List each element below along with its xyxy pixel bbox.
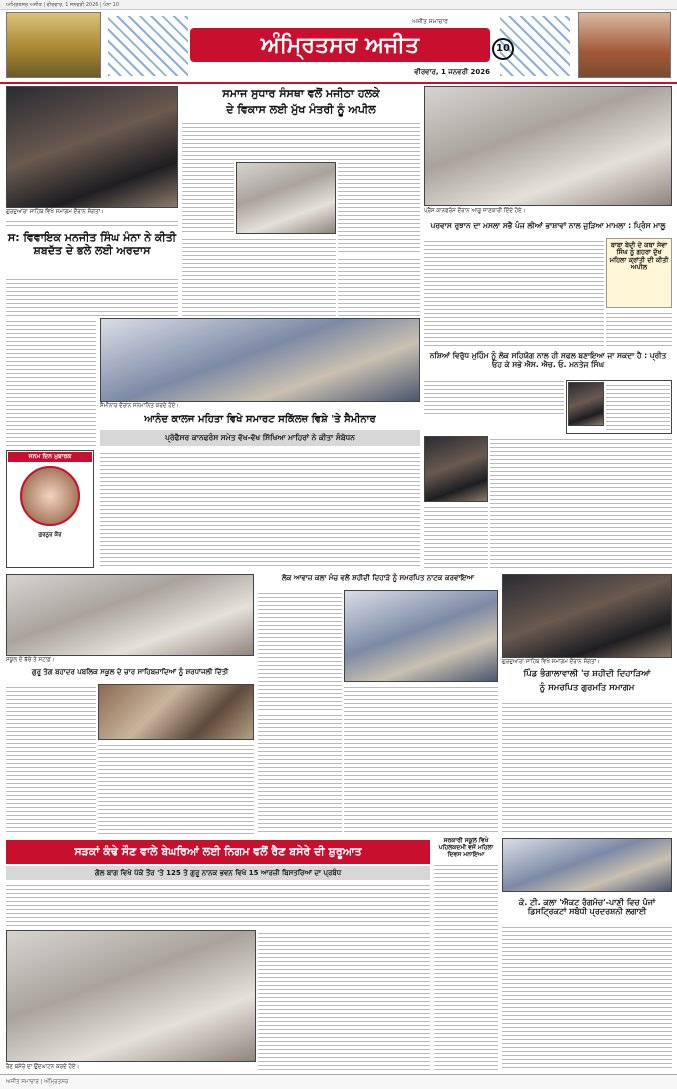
pind-headline-2: ਨੂੰ ਸਮਰਪਿਤ ਗੁਰਮਤਿ ਸਮਾਗਮ xyxy=(539,683,635,693)
golden-temple-image xyxy=(6,12,101,78)
nashian-text-3 xyxy=(424,504,488,568)
natak-photo xyxy=(344,590,498,682)
birthday-name: ਗੁਰਨੂਰ ਕੌਰ xyxy=(38,532,62,538)
page-number: 10 xyxy=(492,38,514,60)
pattern-left xyxy=(108,16,188,76)
top-strip: ਅਮ੍ਰਿਤਸਰ ਅਜੀਤ | ਵੀਰਵਾਰ, 1 ਜਨਵਰੀ 2026 | ਪੰਨਾ 10 xyxy=(0,0,677,10)
shoo-photo xyxy=(568,382,604,426)
seminar-headline: ਆਨੰਦ ਕਾਲਜ ਮਹਿਤਾ ਵਿਖੇ ਸਮਾਰਟ ਸਕਿੱਲਜ਼ ਵਿਸ਼ੇ 'ਤੇ ਸੈਮੀਨਾਰ xyxy=(144,414,376,425)
jodhan-text xyxy=(502,924,672,1070)
heritage-building-image xyxy=(578,12,671,78)
parvasi-text-2 xyxy=(606,310,672,348)
caption-2: ਪ੍ਰੈਸ ਕਾਨਫਰੰਸ ਦੌਰਾਨ ਆਗੂ ਜਾਣਕਾਰੀ ਦਿੰਦੇ ਹੋਏ। xyxy=(424,208,526,214)
seminar-text xyxy=(100,450,420,568)
ran-basera-text-2 xyxy=(258,930,430,1070)
caption-4: ਸਕੂਲ ਦੇ ਬੱਚੇ ਤੇ ਸਟਾਫ਼। xyxy=(6,657,55,663)
masthead-date: ਵੀਰਵਾਰ, 1 ਜਨਵਰੀ 2026 xyxy=(414,68,490,76)
gurdwara-photo xyxy=(6,86,178,208)
nashian-text xyxy=(424,378,564,416)
manjit-headline: ਸ: ਵਿਵਾਇਕ ਮਨਜੀਤ ਸਿੰਘ ਮੰਨਾ ਨੇ ਕੀਤੀ ਸ਼ਬਦੱਤ ਦੇ ਭਲੇ ਲਈ ਅਰਦਾਸ xyxy=(7,231,177,257)
press-conference-photo xyxy=(424,86,672,206)
ran-basera-sub: ਗੋਲ ਬਾਗ ਵਿਖੇ ਪੱਕੇ ਤੌਰ 'ਤੇ 125 ਤੇ ਗੁਰੂ ਨਾਨਕ ਭਵਨ ਵਿਖੇ 15 ਆਰਜ਼ੀ ਬਿਸਤਰਿਆਂ ਦਾ ਪ੍ਰਬੰਧ xyxy=(6,866,430,880)
jodhan-photo xyxy=(502,838,672,892)
parvasi-headline: ਪਰਵਾਸ ਰੁਝਾਨ ਦਾ ਮਸਲਾ ਸਭੈ ਪੰਜ ਲੀਆਂ ਭਾਸ਼ਾਵਾਂ ਨਾਲ ਜੁੜਿਆ ਮਾਮਲਾ : ਪ੍ਰਿੰਸ ਮਾਲੂ xyxy=(430,221,666,230)
footer: ਅਜੀਤ ਸਮਾਚਾਰ | ਅੰਮ੍ਰਿਤਸਰ xyxy=(0,1074,677,1089)
caption-3: ਸੈਮੀਨਾਰ ਦੌਰਾਨ ਸਨਮਾਨਿਤ ਕਰਦੇ ਹੋਏ। xyxy=(100,403,179,409)
ran-basera-photo xyxy=(6,930,256,1062)
parvasi-text xyxy=(424,238,604,348)
manjit-text xyxy=(6,276,178,316)
majitha-text-left xyxy=(182,160,234,235)
caption-5: ਰੈਣ ਬਸੇਰੇ ਦਾ ਉਦਘਾਟਨ ਕਰਦੇ ਹੋਏ। xyxy=(6,1064,80,1070)
majitha-text xyxy=(182,120,420,160)
pind-headline-1: ਪਿੰਡ ਭੰਗਾਲਾਵਾਲੀ 'ਚ ਸ਼ਹੀਦੀ ਦਿਹਾੜਿਆਂ xyxy=(523,669,651,679)
lok-text xyxy=(258,590,342,710)
masthead-title: ਅੰਮ੍ਰਿਤਸਰ ਅਜੀਤ xyxy=(260,32,420,58)
school-photo xyxy=(6,574,254,656)
nashian-headline: ਨਸ਼ਿਆਂ ਵਿਰੁੱਧ ਮੁਹਿੰਮ ਨੂੰ ਲੋਕ ਸਹਿਯੋਗ ਨਾਲ ਹੀ ਸਫਲ ਬਣਾਇਆ ਜਾ ਸਕਦਾ ਹੈ : ਪ੍ਰੀਤ ਓਹ ਕੇ ਸਭੇ ਐਸ. ਐਚ. ਓ. ਮਨਤੇਜ ਸਿੰਘ xyxy=(429,351,667,369)
lok-headline: ਲੋਕ ਆਵਾਜ਼ ਕਲਾ ਮੰਚ ਵਲੋਂ ਸ਼ਹੀਦੀ ਦਿਹਾੜੇ ਨੂੰ ਸਮਰਪਿਤ ਨਾਟਕ ਕਰਵਾਇਆ xyxy=(281,574,475,582)
lok-text-2 xyxy=(344,684,498,834)
nashian-box-text xyxy=(606,382,670,430)
officer-photo xyxy=(424,436,488,502)
ran-basera-text xyxy=(6,882,430,928)
jodhan-headline: ਕੇ. ਟੀ. ਕਲਾ 'ਐਕਟ ਰੰਗਮੰਚ'-ਪਾਣੀ ਵਿਚ ਪੰਜਾਂ ਡਿਸਟ੍ਰਿਕਟਾਂ ਸਬੰਧੀ ਪ੍ਰਦਰਸ਼ਨੀ ਲਗਾਈ xyxy=(518,898,656,917)
majitha-text-bottom2 xyxy=(338,256,420,316)
lok-text-3 xyxy=(258,712,342,834)
pind-text xyxy=(502,700,672,834)
guru-teg-text xyxy=(6,684,96,834)
guru-teg-text-2 xyxy=(98,742,254,834)
small-note: ਅਜੀਤ ਸਮਾਚਾਰ xyxy=(412,18,448,25)
baba-headline: ਬਾਬਾ ਬੇਦੀ ਦੇ ਕਥਾ ਸੇਵਾ ਸਿੰਘ ਨੂੰ ਗਹਰਾ ਦੁੱਖ ਮਹਿਲਾ ਕ੍ਰਾਂਤੀ ਦੀ ਕੀਤੀ ਅਪੀਲ xyxy=(609,241,669,272)
birthday-label: ਜਨਮ ਦਿਨ ਮੁਬਾਰਕ xyxy=(8,452,92,462)
caption-1: ਗੁਰਦੁਆਰਾ ਸਾਹਿਬ ਵਿਖੇ ਸਮਾਗਮ ਦੌਰਾਨ ਸੰਗਤਾਂ। xyxy=(6,209,104,215)
majitha-text-right xyxy=(338,160,420,255)
seminar-subheadline: ਪ੍ਰੋਫੈਸਰ ਕਾਨਫਰੰਸ ਸਮੇਤ ਵੱਖ-ਵੱਖ ਸਿੱਖਿਆ ਮਾਹਿਰਾਂ ਨੇ ਕੀਤਾ ਸੰਬੋਧਨ xyxy=(100,430,420,446)
birthday-photo xyxy=(20,466,80,526)
majitha-photo xyxy=(236,162,336,234)
seminar-photo xyxy=(100,318,420,402)
majitha-text-bottom xyxy=(182,236,336,316)
majitha-headline-1: ਸਮਾਜ ਸੁਧਾਰ ਸੰਸਥਾ ਵਲੋਂ ਮਜੀਠਾ ਹਲਕੇ xyxy=(182,88,420,101)
masthead xyxy=(0,10,677,84)
school-sub-text xyxy=(434,862,498,1070)
guru-teg-headline: ਗੁਰੂ ਤੇਗ ਬਹਾਦਰ ਪਬਲਿਕ ਸਕੂਲ ਦੇ ਚਾਰ ਸਾਹਿਬਜ਼ਾਦਿਆਂ ਨੂੰ ਸ਼ਰਧਾਂਜਲੀ ਦਿੱਤੀ xyxy=(31,668,229,676)
ran-basera-headline: ਸੜਕਾਂ ਕੰਢੇ ਸੌਣ ਵਾਲੇ ਬੇਘਰਿਆਂ ਲਈ ਨਿਗਮ ਵਲੋਂ ਰੈਣ ਬਸੇਰੇ ਦੀ ਸ਼ੁਰੂਆਤ xyxy=(6,840,430,864)
nashian-text-2 xyxy=(490,436,672,568)
school-sub-headline: ਸਰਕਾਰੀ ਸਕੂਲ ਵਿਖੇ ਪਹਿਲਕਦਮੀ ਵਜੋਂ ਮਹਿਲਾ ਦਿਵਸ ਮਨਾਇਆ xyxy=(438,837,494,858)
majitha-headline-2: ਦੇ ਵਿਕਾਸ ਲਈ ਮੁੱਖ ਮੰਤਰੀ ਨੂੰ ਅਪੀਲ xyxy=(226,103,376,116)
school-photo-2 xyxy=(98,684,254,740)
caption-pind: ਗੁਰਦੁਆਰਾ ਸਾਹਿਬ ਵਿਖੇ ਸਮਾਗਮ ਦੌਰਾਨ ਸੰਗਤਾਂ। xyxy=(502,659,600,665)
manjit-text-2 xyxy=(6,318,96,448)
text-col xyxy=(6,218,178,228)
pind-photo xyxy=(502,574,672,658)
